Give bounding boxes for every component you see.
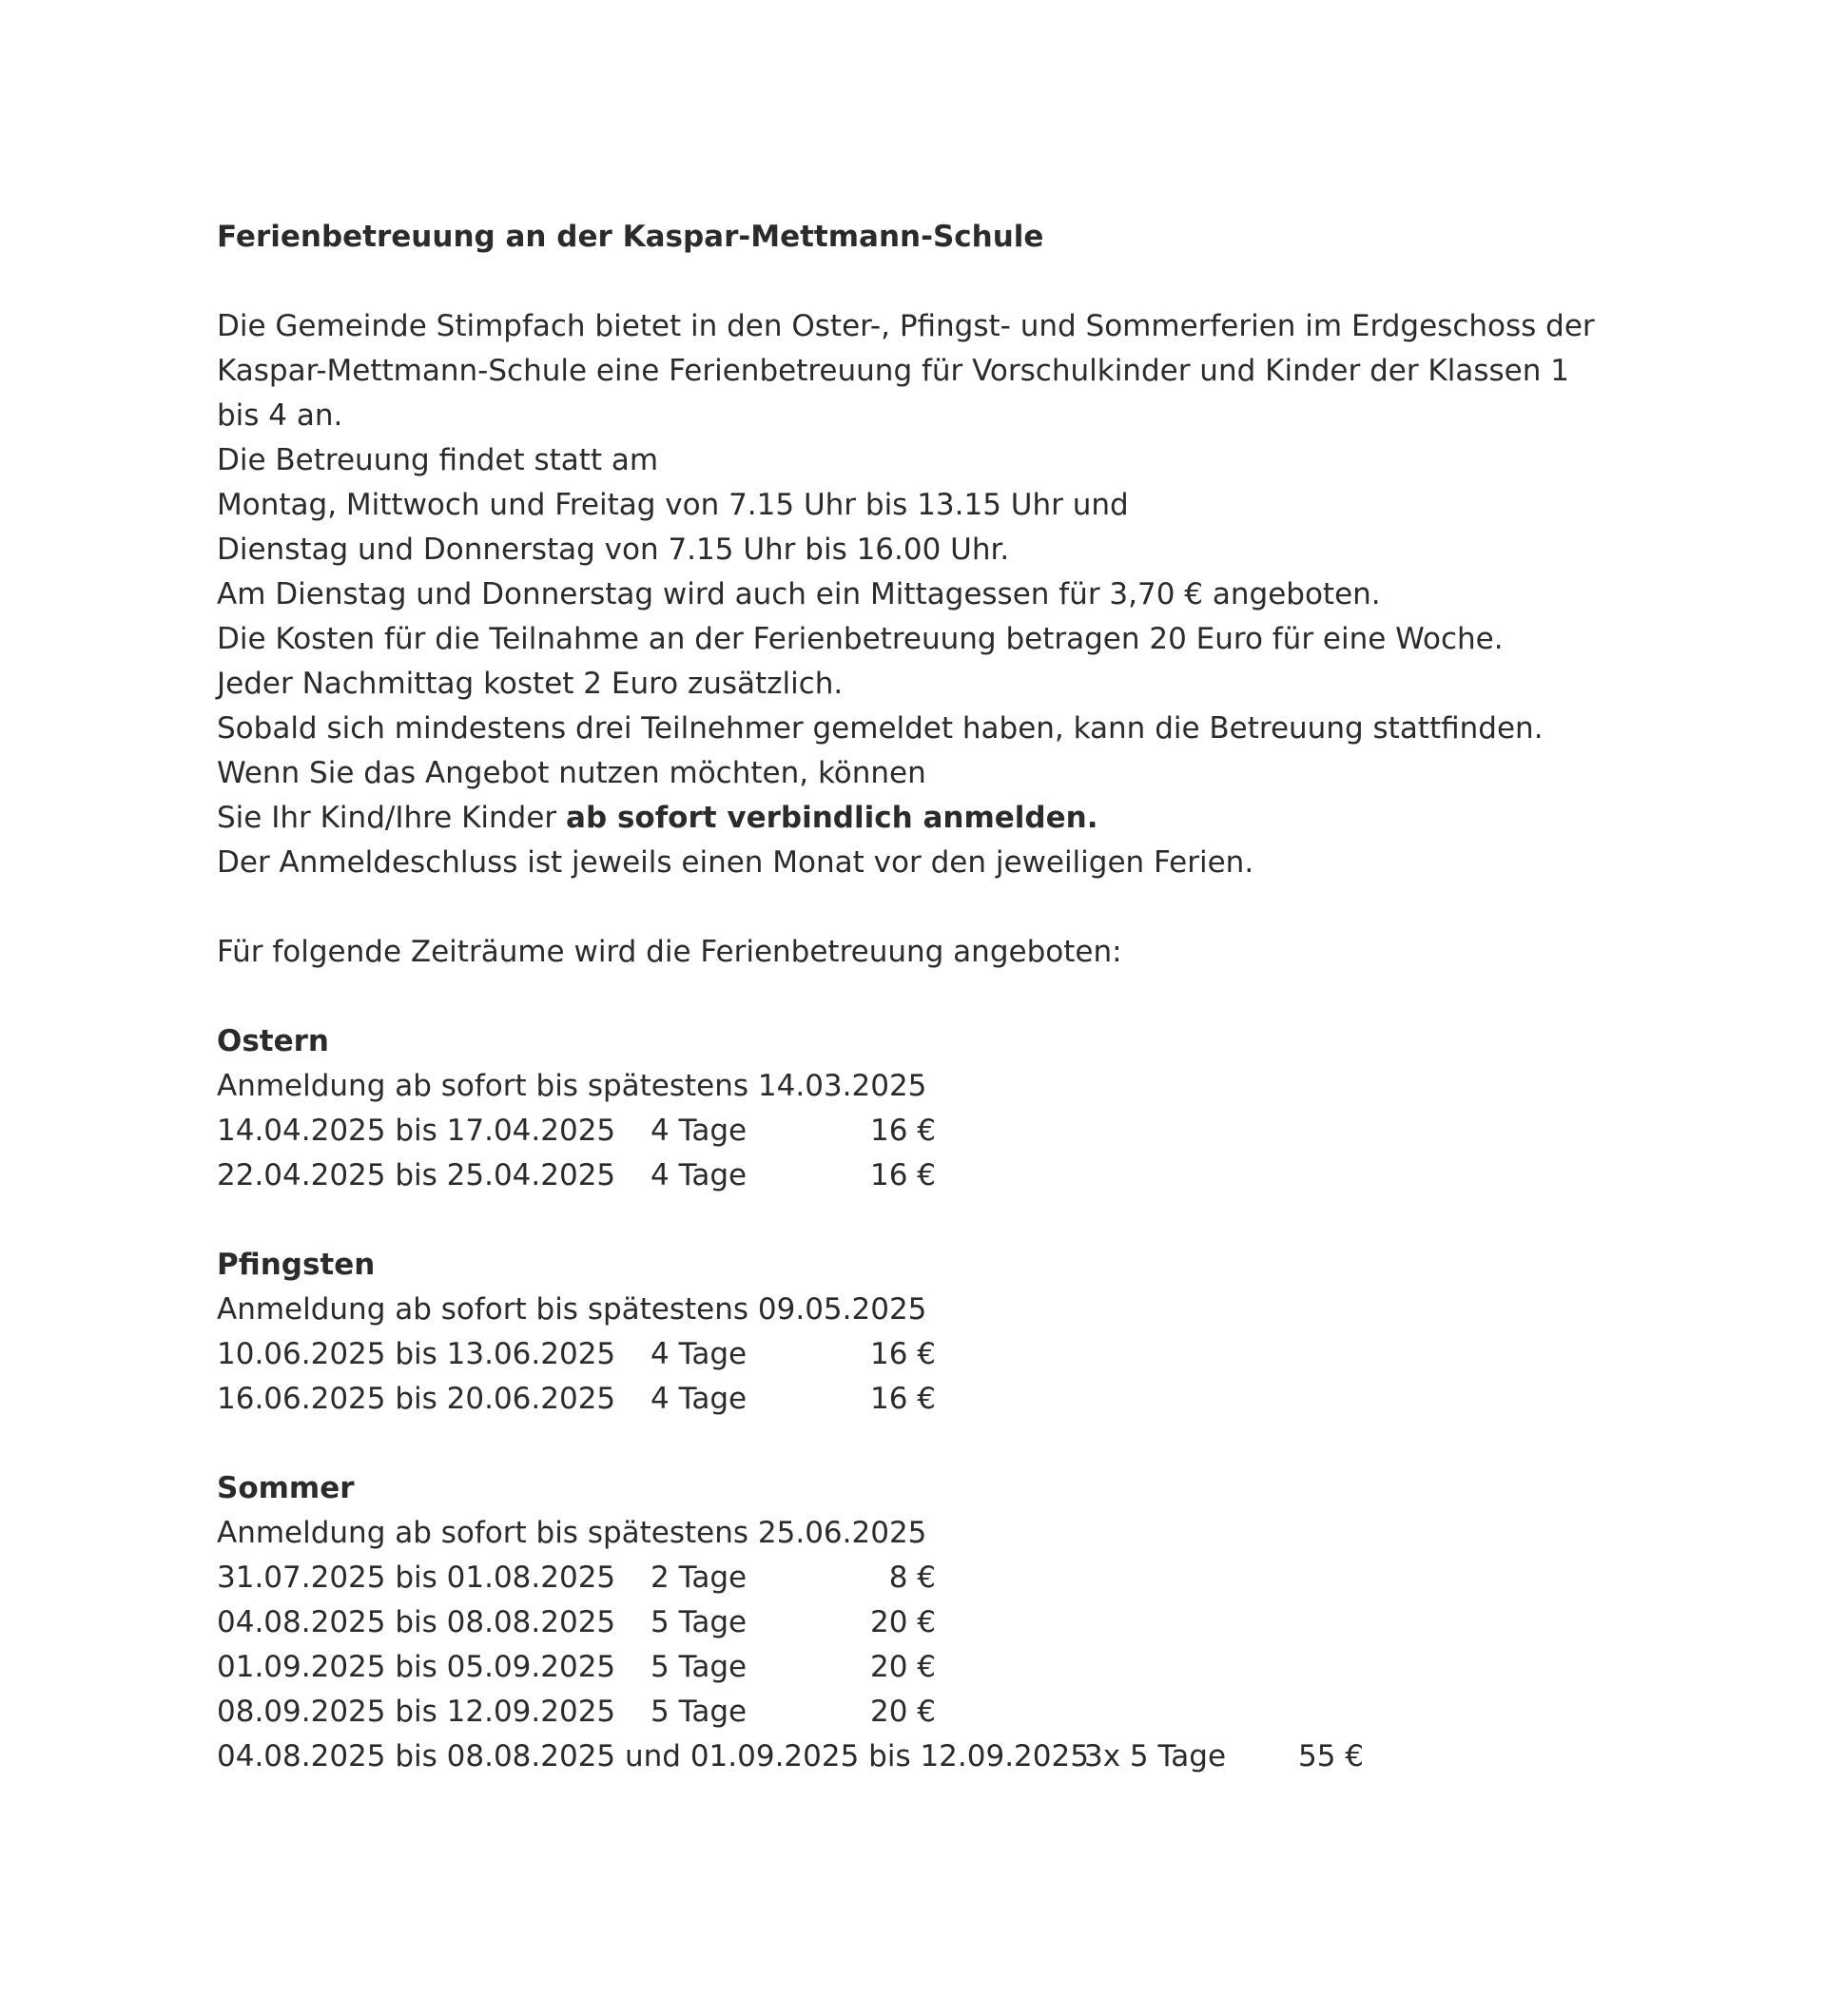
intro-line: Die Betreuung findet statt am: [217, 443, 659, 477]
period-days: 2 Tage: [651, 1560, 748, 1595]
intro-line: Kaspar-Mettmann-Schule eine Ferienbetreuung für Vorschulkinder und Kinder der Klassen 1: [217, 354, 1569, 388]
period-row: [217, 1556, 1700, 1600]
intro-line: Die Gemeinde Stimpfach bietet in den Oster-, Pfingst- und Sommerferien im Erdgeschoss der: [217, 309, 1595, 343]
registration-deadline: Anmeldung ab sofort bis spätestens 25.06.2025: [217, 1516, 927, 1550]
deadline-note: Der Anmeldeschluss ist jeweils einen Monat vor den jeweiligen Ferien.: [217, 845, 1254, 880]
period-row: [217, 1153, 1700, 1198]
registration-deadline: Anmeldung ab sofort bis spätestens 14.03.2025: [217, 1069, 927, 1103]
period-dates: 08.09.2025 bis 12.09.2025: [217, 1695, 616, 1729]
spacer: [217, 975, 1700, 1019]
period-dates: 01.09.2025 bis 05.09.2025: [217, 1650, 616, 1684]
document-page: [217, 215, 1700, 1779]
intro-line: Dienstag und Donnerstag von 7.15 Uhr bis 16.00 Uhr.: [217, 533, 1010, 567]
intro-line: Montag, Mittwoch und Freitag von 7.15 Uhr bis 13.15 Uhr und: [217, 488, 1129, 522]
periods-intro: Für folgende Zeiträume wird die Ferienbetreuung angeboten:: [217, 935, 1122, 969]
period-row: [217, 1377, 1700, 1422]
intro-line: Am Dienstag und Donnerstag wird auch ein Mittagessen für 3,70 € angeboten.: [217, 577, 1381, 611]
period-days: 4 Tage: [651, 1158, 748, 1192]
combo-dates: 04.08.2025 bis 08.08.2025 und 01.09.2025 bis 12.09.2025: [217, 1739, 1089, 1774]
period-row: [217, 1645, 1700, 1690]
period-price: 16 €: [869, 1382, 936, 1416]
period-price: 16 €: [869, 1337, 936, 1371]
period-days: 5 Tage: [651, 1650, 748, 1684]
period-days: 5 Tage: [651, 1695, 748, 1729]
period-row: [217, 1332, 1700, 1377]
period-row: [217, 1690, 1700, 1735]
section-heading-sommer: Sommer: [217, 1471, 355, 1505]
intro-line: Wenn Sie das Angebot nutzen möchten, können: [217, 756, 926, 790]
spacer: [217, 1422, 1700, 1466]
signup-emphasis: ab sofort verbindlich anmelden.: [566, 801, 1098, 835]
combo-row: [217, 1735, 1700, 1779]
combo-days: 3x 5 Tage: [1084, 1739, 1227, 1774]
spacer: [217, 260, 1700, 304]
period-dates: 31.07.2025 bis 01.08.2025: [217, 1560, 616, 1595]
registration-deadline: Anmeldung ab sofort bis spätestens 09.05.2025: [217, 1292, 927, 1327]
spacer: [217, 1198, 1700, 1243]
period-dates: 22.04.2025 bis 25.04.2025: [217, 1158, 616, 1192]
period-days: 4 Tage: [651, 1114, 748, 1148]
period-price: 8 €: [888, 1560, 936, 1595]
period-price: 20 €: [869, 1605, 936, 1639]
period-dates: 16.06.2025 bis 20.06.2025: [217, 1382, 616, 1416]
period-days: 4 Tage: [651, 1337, 748, 1371]
period-dates: 10.06.2025 bis 13.06.2025: [217, 1337, 616, 1371]
intro-line: Die Kosten für die Teilnahme an der Ferienbetreuung betragen 20 Euro für eine Woche.: [217, 622, 1504, 656]
signup-prefix: Sie Ihr Kind/Ihre Kinder: [217, 801, 567, 835]
combo-price: 55 €: [1297, 1739, 1364, 1774]
period-row: [217, 1109, 1700, 1153]
period-price: 20 €: [869, 1650, 936, 1684]
intro-line: Jeder Nachmittag kostet 2 Euro zusätzlich.: [217, 667, 844, 701]
period-price: 16 €: [869, 1114, 936, 1148]
period-price: 20 €: [869, 1695, 936, 1729]
period-price: 16 €: [869, 1158, 936, 1192]
document-title: Ferienbetreuung an der Kaspar-Mettmann-Schule: [217, 220, 1044, 254]
period-dates: 04.08.2025 bis 08.08.2025: [217, 1605, 616, 1639]
period-row: [217, 1600, 1700, 1645]
section-heading-pfingsten: Pfingsten: [217, 1248, 376, 1282]
spacer: [217, 885, 1700, 930]
signup-line: [217, 796, 1700, 841]
period-dates: 14.04.2025 bis 17.04.2025: [217, 1114, 616, 1148]
intro-line: Sobald sich mindestens drei Teilnehmer gemeldet haben, kann die Betreuung stattfinden.: [217, 711, 1544, 746]
period-days: 4 Tage: [651, 1382, 748, 1416]
intro-line: bis 4 an.: [217, 398, 343, 433]
section-heading-ostern: Ostern: [217, 1024, 330, 1058]
period-days: 5 Tage: [651, 1605, 748, 1639]
